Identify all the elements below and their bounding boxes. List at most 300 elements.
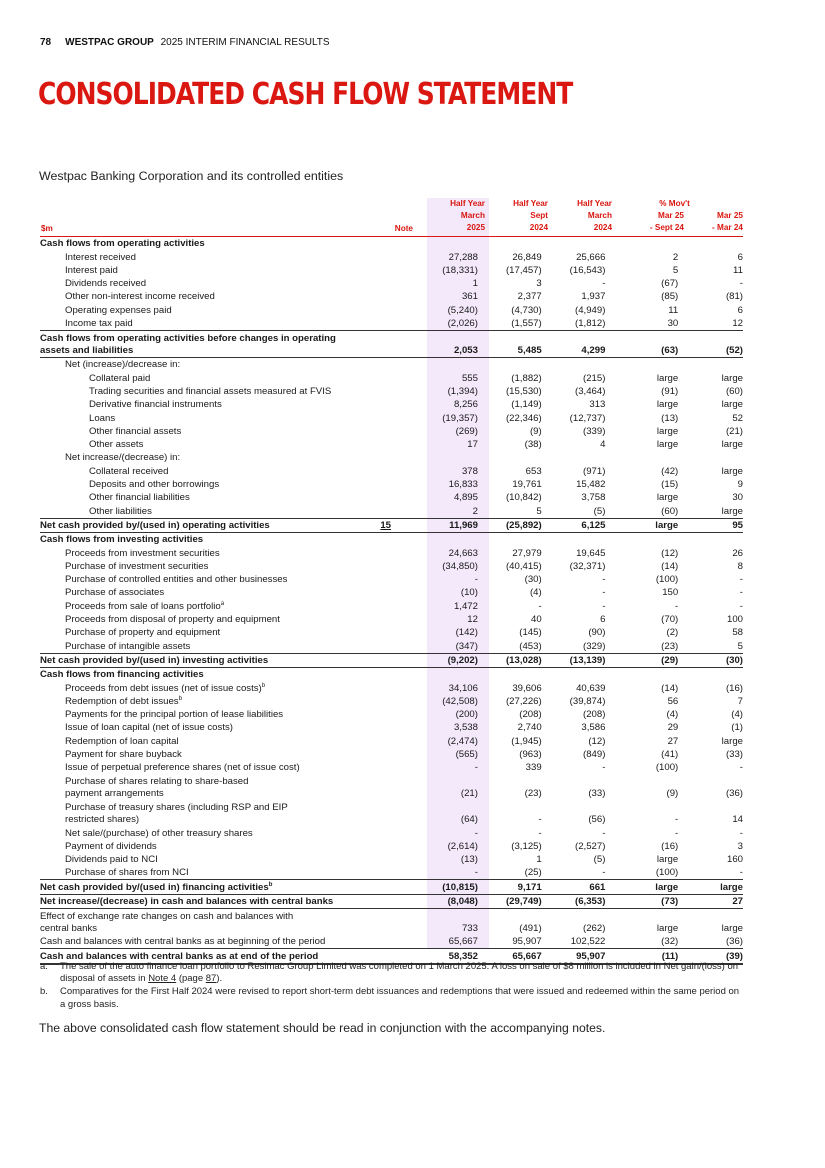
value-cell: (1) bbox=[731, 722, 743, 734]
value-cell: 3 bbox=[737, 840, 743, 852]
value-cell: 1 bbox=[536, 854, 542, 866]
value-cell: (1,812) bbox=[575, 318, 606, 330]
value-cell: (100) bbox=[655, 762, 679, 774]
value-cell: (32,371) bbox=[569, 560, 606, 572]
note-ref bbox=[369, 237, 394, 250]
value-cell bbox=[478, 667, 542, 681]
value-cell bbox=[394, 451, 478, 464]
table-row bbox=[40, 250, 743, 263]
note-ref[interactable]: 15 bbox=[369, 518, 394, 532]
note-ref bbox=[369, 880, 394, 894]
note-ref bbox=[369, 371, 394, 384]
value-cell: 58 bbox=[732, 627, 743, 639]
value-cell: (12) bbox=[661, 547, 679, 559]
note-ref bbox=[369, 317, 394, 331]
value-cell: (339) bbox=[583, 425, 606, 437]
value-cell bbox=[478, 358, 542, 372]
value-cell: 2 bbox=[472, 505, 478, 517]
value-cell: (15) bbox=[661, 479, 679, 491]
row-label: Net cash provided by/(used in) financing activities$^b$ bbox=[40, 880, 369, 894]
value-cell: (91) bbox=[661, 385, 679, 397]
row-label: Cash flows from investing activities bbox=[40, 534, 204, 546]
value-cell: (15,530) bbox=[505, 385, 542, 397]
value-cell: (16) bbox=[725, 682, 743, 694]
value-cell: (14) bbox=[661, 682, 679, 694]
page-number: 78 bbox=[40, 37, 52, 48]
value-cell: 8 bbox=[737, 560, 743, 572]
value-cell bbox=[478, 532, 542, 546]
value-cell: (22,346) bbox=[505, 412, 542, 424]
value-cell: (18,331) bbox=[442, 264, 478, 276]
value-cell: (17,457) bbox=[505, 264, 542, 276]
table-row bbox=[40, 358, 743, 372]
value-cell: large bbox=[678, 880, 743, 894]
value-cell: 102,522 bbox=[570, 936, 606, 948]
row-label: Purchase of property and equipment bbox=[65, 627, 221, 639]
value-cell: (5,240) bbox=[447, 304, 478, 316]
value-cell bbox=[605, 532, 678, 546]
value-cell bbox=[542, 532, 606, 546]
value-cell: 5,485 bbox=[478, 331, 542, 358]
value-cell: 12 bbox=[467, 614, 478, 626]
note-ref bbox=[369, 277, 394, 290]
row-label: Net (increase)/decrease in: bbox=[65, 359, 181, 371]
table-row bbox=[40, 774, 743, 800]
note-4-link[interactable]: Note 4 bbox=[148, 973, 177, 985]
row-label: Purchase of associates bbox=[65, 587, 165, 599]
value-cell: (208) bbox=[519, 709, 542, 721]
note-ref bbox=[369, 546, 394, 559]
table-row bbox=[40, 303, 743, 316]
value-cell: - bbox=[739, 600, 743, 612]
value-cell: 4 bbox=[600, 439, 606, 451]
value-cell bbox=[678, 667, 743, 681]
value-cell: (208) bbox=[583, 709, 606, 721]
table-row bbox=[40, 317, 743, 331]
total-row bbox=[40, 331, 743, 358]
note-ref bbox=[369, 290, 394, 303]
value-cell: (3,125) bbox=[511, 840, 542, 852]
value-cell: (4) bbox=[529, 587, 542, 599]
value-cell: large bbox=[656, 399, 679, 411]
value-cell: 40,639 bbox=[576, 682, 606, 694]
value-cell: - bbox=[739, 587, 743, 599]
row-label: Collateral paid bbox=[89, 372, 151, 384]
value-cell: (347) bbox=[455, 640, 478, 652]
value-cell: 27 bbox=[678, 894, 743, 908]
value-cell: 95,907 bbox=[512, 936, 542, 948]
value-cell bbox=[678, 532, 743, 546]
table-row bbox=[40, 681, 743, 694]
value-cell: large bbox=[721, 505, 743, 517]
note-ref bbox=[369, 560, 394, 573]
row-label: Purchase of investment securities bbox=[65, 560, 209, 572]
value-cell: (21) bbox=[460, 788, 478, 800]
table-row bbox=[40, 277, 743, 290]
note-ref bbox=[369, 398, 394, 411]
value-cell: (2,026) bbox=[447, 318, 478, 330]
row-label: Dividends paid to NCI bbox=[65, 854, 158, 866]
total-row bbox=[40, 518, 743, 532]
note-ref bbox=[369, 866, 394, 880]
value-cell: (56) bbox=[588, 814, 606, 826]
value-cell: large bbox=[721, 465, 743, 477]
value-cell: (25,892) bbox=[478, 518, 542, 532]
value-cell: (849) bbox=[583, 748, 606, 760]
value-cell: (491) bbox=[519, 923, 542, 935]
value-cell bbox=[542, 451, 606, 464]
value-cell bbox=[605, 237, 678, 250]
value-cell: large bbox=[721, 735, 743, 747]
value-cell: 733 bbox=[461, 923, 478, 935]
header-report: 2025 INTERIM FINANCIAL RESULTS bbox=[160, 37, 330, 48]
value-cell: (2) bbox=[666, 627, 679, 639]
value-cell: 3,758 bbox=[581, 492, 606, 504]
row-label: Payment of dividends bbox=[65, 840, 157, 852]
page-title: CONSOLIDATED CASH FLOW STATEMENT bbox=[38, 76, 573, 112]
note-ref bbox=[369, 599, 394, 612]
col-header-h1-2025: Half Year March 2025 bbox=[450, 199, 485, 233]
note-ref bbox=[369, 667, 394, 681]
note-ref bbox=[369, 695, 394, 708]
value-cell: 17 bbox=[467, 439, 478, 451]
value-cell: (13) bbox=[460, 854, 478, 866]
value-cell: (25) bbox=[524, 867, 542, 879]
value-cell: (63) bbox=[605, 331, 678, 358]
note-ref bbox=[369, 573, 394, 586]
value-cell: large bbox=[721, 399, 743, 411]
note-ref bbox=[369, 721, 394, 734]
note-ref bbox=[369, 438, 394, 451]
row-label: Issue of loan capital (net of issue costs) bbox=[65, 722, 233, 734]
value-cell: large bbox=[656, 439, 679, 451]
col-header-mov-sept24: Mar 25 - Sept 24 bbox=[649, 211, 684, 233]
value-cell: (11) bbox=[605, 949, 678, 964]
table-row bbox=[40, 626, 743, 639]
value-cell: 3 bbox=[536, 278, 542, 290]
value-cell: 25,666 bbox=[576, 251, 606, 263]
value-cell bbox=[542, 237, 606, 250]
value-cell: 27 bbox=[667, 735, 679, 747]
value-cell: (4) bbox=[731, 709, 743, 721]
value-cell: - bbox=[675, 814, 679, 826]
value-cell: (39) bbox=[678, 949, 743, 964]
value-cell: 378 bbox=[461, 465, 478, 477]
value-cell: 27,288 bbox=[448, 251, 478, 263]
note-ref bbox=[369, 800, 394, 826]
table-row bbox=[40, 586, 743, 599]
value-cell: - bbox=[675, 827, 679, 839]
value-cell: 2 bbox=[672, 251, 679, 263]
value-cell: (70) bbox=[661, 614, 679, 626]
value-cell: (10,842) bbox=[505, 492, 542, 504]
value-cell: 6,125 bbox=[542, 518, 606, 532]
value-cell: 95,907 bbox=[542, 949, 606, 964]
value-cell: 19,645 bbox=[576, 547, 606, 559]
row-label: Proceeds from investment securities bbox=[65, 547, 220, 559]
row-label: Purchase of intangible assets bbox=[65, 640, 191, 652]
table-row bbox=[40, 264, 743, 277]
note-ref bbox=[369, 264, 394, 277]
value-cell bbox=[605, 451, 678, 464]
row-label: Net increase/(decrease) in cash and balances with central banks bbox=[40, 894, 369, 908]
value-cell: (215) bbox=[583, 372, 606, 384]
note-ref bbox=[369, 708, 394, 721]
value-cell: - bbox=[602, 587, 606, 599]
value-cell: 56 bbox=[667, 695, 679, 707]
row-label: Other financial assets bbox=[89, 425, 182, 437]
row-label: Redemption of debt issues$^b$ bbox=[65, 695, 182, 707]
row-label: Other non-interest income received bbox=[65, 291, 215, 303]
row-label: Purchase of controlled entities and other businesses bbox=[65, 574, 288, 586]
value-cell: (32) bbox=[661, 936, 679, 948]
value-cell bbox=[394, 532, 478, 546]
row-label: Redemption of loan capital bbox=[65, 735, 179, 747]
value-cell: (453) bbox=[519, 640, 542, 652]
value-cell: (4) bbox=[666, 709, 679, 721]
row-label: Payment for share buyback bbox=[65, 748, 182, 760]
value-cell: (1,394) bbox=[447, 385, 478, 397]
value-cell: 39,606 bbox=[512, 682, 542, 694]
value-cell: 313 bbox=[589, 399, 606, 411]
table-row bbox=[40, 504, 743, 518]
table-row bbox=[40, 866, 743, 880]
row-label: Effect of exchange rate changes on cash and balances with central banks bbox=[40, 911, 294, 935]
value-cell: (963) bbox=[519, 748, 542, 760]
value-cell: 58,352 bbox=[394, 949, 478, 964]
value-cell: - bbox=[602, 600, 606, 612]
movement-header: % Mov't bbox=[659, 199, 690, 208]
value-cell bbox=[394, 667, 478, 681]
cash-flow-table bbox=[40, 198, 743, 965]
table-row bbox=[40, 371, 743, 384]
value-cell: (1,882) bbox=[511, 372, 542, 384]
value-cell: 6 bbox=[737, 251, 743, 263]
value-cell: 14 bbox=[732, 814, 743, 826]
value-cell: 5 bbox=[737, 640, 743, 652]
value-cell: 65,667 bbox=[448, 936, 478, 948]
value-cell: (4,949) bbox=[575, 304, 606, 316]
value-cell: (12,737) bbox=[569, 412, 606, 424]
value-cell bbox=[478, 451, 542, 464]
note-ref bbox=[369, 451, 394, 464]
value-cell: (21) bbox=[725, 425, 743, 437]
value-cell: (90) bbox=[588, 627, 606, 639]
table-row bbox=[40, 800, 743, 826]
value-cell: - bbox=[602, 574, 606, 586]
value-cell: (100) bbox=[655, 574, 679, 586]
footnotes bbox=[40, 961, 745, 1012]
note-ref bbox=[369, 425, 394, 438]
footnote-b: b. Comparatives for the First Half 2024 were revised to report short-term debt issuances and redemptions that were issued and redeemed within the same period on a gross basis. bbox=[40, 986, 740, 1010]
section-heading-row bbox=[40, 237, 743, 250]
table-row bbox=[40, 560, 743, 573]
value-cell: (30) bbox=[678, 653, 743, 667]
row-label: Cash flows from operating activities bbox=[40, 238, 205, 250]
value-cell: (3,464) bbox=[575, 385, 606, 397]
value-cell: (16,543) bbox=[569, 264, 606, 276]
value-cell: 24,663 bbox=[448, 547, 478, 559]
value-cell: (6,353) bbox=[542, 894, 606, 908]
value-cell: 5 bbox=[672, 264, 679, 276]
section-heading-row bbox=[40, 532, 743, 546]
value-cell: (29,749) bbox=[478, 894, 542, 908]
value-cell: 8,256 bbox=[453, 399, 478, 411]
value-cell: (19,357) bbox=[442, 412, 478, 424]
table-row bbox=[40, 478, 743, 491]
row-label: Purchase of shares from NCI bbox=[65, 867, 189, 879]
value-cell: - bbox=[602, 278, 606, 290]
value-cell bbox=[678, 358, 743, 372]
row-label: Interest received bbox=[65, 251, 136, 263]
row-label: Loans bbox=[89, 412, 116, 424]
note-ref bbox=[369, 840, 394, 853]
value-cell: 16,833 bbox=[448, 479, 478, 491]
value-cell: - bbox=[474, 762, 478, 774]
page-87-link[interactable]: 87 bbox=[205, 973, 217, 985]
row-label: Purchase of shares relating to share-based payment arrangements bbox=[65, 776, 249, 800]
value-cell: 2,377 bbox=[517, 291, 542, 303]
value-cell: large bbox=[656, 854, 679, 866]
row-label: Cash and balances with central banks as at beginning of the period bbox=[40, 936, 326, 948]
note-ref bbox=[369, 734, 394, 747]
value-cell: 6 bbox=[600, 614, 606, 626]
table-header bbox=[40, 198, 743, 236]
value-cell: 26,849 bbox=[512, 251, 542, 263]
value-cell: (60) bbox=[725, 385, 743, 397]
table-row bbox=[40, 826, 743, 839]
value-cell: (30) bbox=[524, 574, 542, 586]
value-cell: (2,474) bbox=[447, 735, 478, 747]
note-ref bbox=[369, 909, 394, 936]
value-cell: 9,171 bbox=[478, 880, 542, 894]
value-cell: (40,415) bbox=[505, 560, 542, 572]
value-cell: - bbox=[739, 827, 743, 839]
value-cell: 1,937 bbox=[581, 291, 606, 303]
row-label: Proceeds from sale of loans portfolio$^a$ bbox=[65, 600, 225, 612]
table-row bbox=[40, 639, 743, 653]
row-label: Net increase/(decrease) in: bbox=[65, 452, 181, 464]
value-cell: large bbox=[721, 372, 743, 384]
value-cell: (33) bbox=[725, 748, 743, 760]
value-cell: (60) bbox=[661, 505, 679, 517]
row-label: Issue of perpetual preference shares (net of issue cost) bbox=[65, 762, 300, 774]
row-label: Proceeds from disposal of property and equipment bbox=[65, 614, 280, 626]
value-cell: large bbox=[721, 923, 743, 935]
value-cell: 52 bbox=[732, 412, 743, 424]
value-cell: (52) bbox=[678, 331, 743, 358]
table-row bbox=[40, 721, 743, 734]
table-row bbox=[40, 734, 743, 747]
table-row bbox=[40, 748, 743, 761]
value-cell: (262) bbox=[583, 923, 606, 935]
row-label: Derivative financial instruments bbox=[89, 399, 222, 411]
note-ref bbox=[369, 250, 394, 263]
note-ref bbox=[369, 491, 394, 504]
note-ref bbox=[369, 639, 394, 653]
value-cell: 40 bbox=[531, 614, 542, 626]
value-cell: 653 bbox=[525, 465, 542, 477]
note-ref bbox=[369, 653, 394, 667]
value-cell: 12 bbox=[732, 318, 743, 330]
table-row bbox=[40, 464, 743, 477]
table-row bbox=[40, 761, 743, 774]
value-cell: (269) bbox=[455, 425, 478, 437]
value-cell: (1,149) bbox=[511, 399, 542, 411]
row-label: Income tax paid bbox=[65, 318, 133, 330]
value-cell: 9 bbox=[737, 479, 743, 491]
value-cell: (73) bbox=[605, 894, 678, 908]
value-cell bbox=[678, 237, 743, 250]
row-label: Interest paid bbox=[65, 264, 118, 276]
value-cell bbox=[542, 358, 606, 372]
note-ref bbox=[369, 748, 394, 761]
value-cell: (9) bbox=[666, 788, 679, 800]
row-label: Other liabilities bbox=[89, 505, 152, 517]
table-row bbox=[40, 411, 743, 424]
value-cell: (42,508) bbox=[442, 695, 478, 707]
value-cell: (9) bbox=[529, 425, 542, 437]
value-cell: 150 bbox=[662, 587, 679, 599]
value-cell: 11,969 bbox=[394, 518, 478, 532]
note-ref bbox=[369, 303, 394, 316]
value-cell bbox=[394, 237, 478, 250]
value-cell: - bbox=[474, 827, 478, 839]
value-cell: - bbox=[538, 600, 542, 612]
note-ref bbox=[369, 478, 394, 491]
header-group: WESTPAC GROUP bbox=[65, 37, 154, 48]
value-cell: (200) bbox=[455, 709, 478, 721]
note-ref bbox=[369, 385, 394, 398]
value-cell: 11 bbox=[733, 264, 743, 276]
row-label: Net sale/(purchase) of other treasury shares bbox=[65, 827, 253, 839]
table-row bbox=[40, 599, 743, 612]
col-header-h2-2024: Half Year Sept 2024 bbox=[513, 199, 548, 233]
total-row bbox=[40, 653, 743, 667]
value-cell: (16) bbox=[661, 840, 679, 852]
note-ref bbox=[369, 613, 394, 626]
table-row bbox=[40, 438, 743, 451]
row-label: Operating expenses paid bbox=[65, 304, 172, 316]
value-cell: 555 bbox=[461, 372, 478, 384]
closing-statement: The above consolidated cash flow statement should be read in conjunction with the accompanying notes. bbox=[39, 1021, 606, 1035]
note-ref bbox=[369, 411, 394, 424]
value-cell: (64) bbox=[460, 814, 478, 826]
value-cell: (329) bbox=[583, 640, 606, 652]
value-cell: - bbox=[602, 827, 606, 839]
note-ref bbox=[369, 894, 394, 908]
value-cell: (142) bbox=[455, 627, 478, 639]
col-header-h1-2024: Half Year March 2024 bbox=[577, 199, 612, 233]
row-label: Dividends received bbox=[65, 278, 147, 290]
value-cell: (42) bbox=[661, 465, 679, 477]
row-label: Net cash provided by/(used in) investing activities bbox=[40, 653, 369, 667]
value-cell: 65,667 bbox=[478, 949, 542, 964]
value-cell bbox=[478, 237, 542, 250]
value-cell bbox=[542, 667, 606, 681]
value-cell: - bbox=[739, 278, 743, 290]
table-row bbox=[40, 290, 743, 303]
value-cell: 2,053 bbox=[394, 331, 478, 358]
value-cell: (565) bbox=[455, 748, 478, 760]
value-cell: 3,538 bbox=[453, 722, 478, 734]
table-row bbox=[40, 935, 743, 949]
value-cell: - bbox=[739, 762, 743, 774]
value-cell: 95 bbox=[678, 518, 743, 532]
table-row bbox=[40, 546, 743, 559]
page-header bbox=[40, 37, 330, 48]
value-cell: large bbox=[605, 880, 678, 894]
